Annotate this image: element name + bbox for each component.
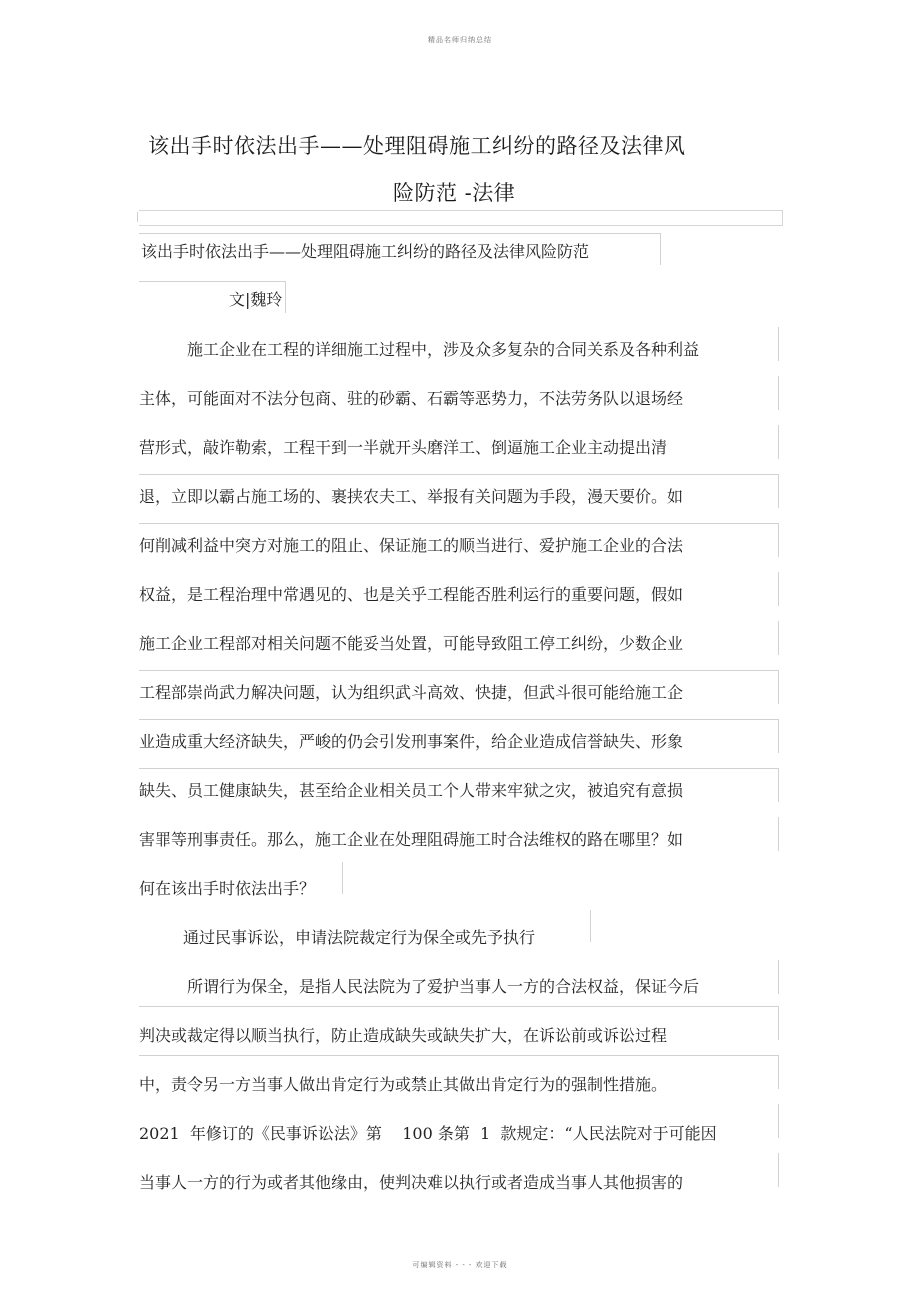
title-divider-edge [137, 212, 138, 222]
separator [285, 281, 286, 313]
separator [778, 768, 779, 802]
body-line: 当事人一方的行为或者其他缘由，使判决难以执行或者造成当事人其他损害的 [139, 1173, 684, 1192]
page-footer-note: 可编辑资料 - - - 欢迎下载 [412, 1261, 508, 1269]
separator [778, 960, 779, 994]
body-line: 工程部崇尚武力解决问题，认为组织武斗高效、快捷，但武斗很可能给施工企 [139, 683, 684, 702]
body-line: 害罪等刑事责任。那么，施工企业在处理阻碍施工时合法维权的路在哪里？如 [139, 830, 684, 849]
separator [778, 327, 779, 361]
body-line: 中，责令另一方当事人做出肯定行为或禁止其做出肯定行为的强制性措施。 [139, 1075, 668, 1094]
separator [778, 523, 779, 557]
body-line: 判决或裁定得以顺当执行，防止造成缺失或缺失扩大，在诉讼前或诉讼过程 [139, 1026, 668, 1045]
article-subtitle: 该出手时依法出手——处理阻碍施工纠纷的路径及法律风险防范 [141, 242, 590, 261]
separator [778, 1006, 779, 1040]
section-heading: 通过民事诉讼，申请法院裁定行为保全或先予执行 [183, 928, 536, 947]
separator [139, 474, 778, 475]
body-line: 何在该出手时依法出手？ [139, 879, 316, 898]
separator [139, 1055, 778, 1056]
body-line: 营形式，敲诈勒索，工程干到一半就开头磨洋工、倒逼施工企业主动提出清 [139, 438, 668, 457]
separator [778, 719, 779, 753]
document-title-line-2: 险防范 -法律 [393, 181, 516, 205]
separator [139, 670, 778, 671]
separator [342, 862, 343, 894]
author-line: 文|魏玲 [229, 290, 283, 309]
separator [778, 1153, 779, 1187]
body-line: 权益，是工程治理中常遇见的、也是关乎工程能否胜利运行的重要问题，假如 [139, 585, 684, 604]
separator [590, 910, 591, 942]
body-line: 施工企业工程部对相关问题不能妥当处置，可能导致阻工停工纠纷，少数企业 [139, 634, 684, 653]
separator [778, 1055, 779, 1089]
document-title-line-1: 该出手时依法出手——处理阻碍施工纠纷的路径及法律风 [148, 134, 686, 158]
separator [778, 670, 779, 704]
body-line: 主体，可能面对不法分包商、驻的砂霸、石霸等恶势力，不法劳务队以退场经 [139, 389, 684, 408]
body-line: 2021 年修订的《民事诉讼法》第 100 条第 1 款规定：“人民法院对于可能因 [139, 1124, 717, 1143]
separator [778, 572, 779, 606]
separator [139, 233, 660, 234]
separator [778, 425, 779, 459]
separator [139, 719, 778, 720]
body-line: 退，立即以霸占施工场的、裹挟农夫工、举报有关问题为手段，漫天要价。如 [139, 487, 684, 506]
body-line: 施工企业在工程的详细施工过程中，涉及众多复杂的合同关系及各种利益 [187, 340, 700, 359]
separator [139, 281, 285, 282]
separator [139, 768, 778, 769]
body-line: 缺失、员工健康缺失，甚至给企业相关员工个人带来牢狱之灾，被追究有意损 [139, 781, 684, 800]
separator [778, 621, 779, 655]
separator [778, 474, 779, 508]
body-line: 业造成重大经济缺失，严峻的仍会引发刑事案件，给企业造成信誉缺失、形象 [139, 732, 684, 751]
separator [778, 817, 779, 851]
separator [660, 233, 661, 265]
separator [139, 523, 778, 524]
body-line: 何削减利益中突方对施工的阻止、保证施工的顺当进行、爱护施工企业的合法 [139, 536, 684, 555]
separator [778, 1104, 779, 1138]
page-header-note: 精品名师归纳总结 [428, 36, 492, 44]
body-line: 所谓行为保全，是指人民法院为了爱护当事人一方的合法权益，保证今后 [187, 977, 700, 996]
separator [778, 376, 779, 410]
separator [139, 1006, 778, 1007]
title-divider-box [139, 210, 783, 226]
